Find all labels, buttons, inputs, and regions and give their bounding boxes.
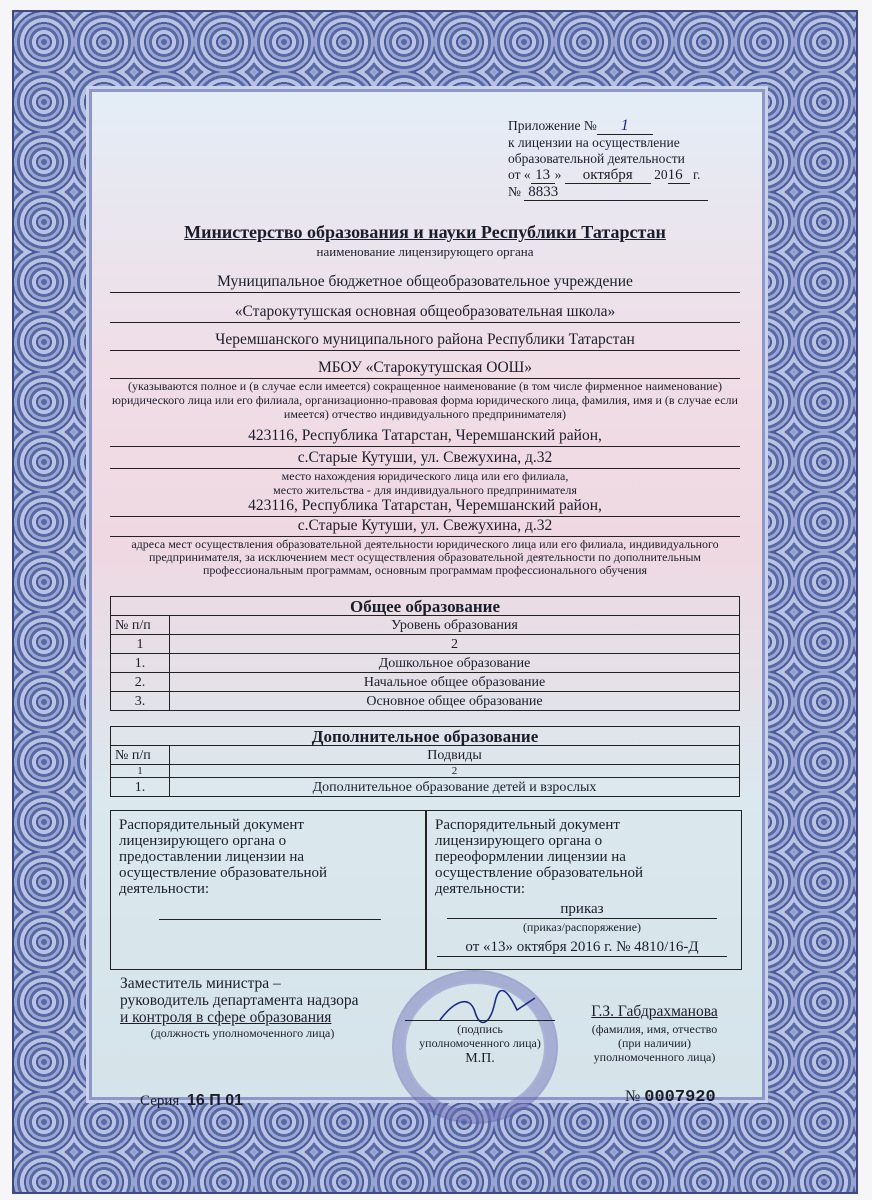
form-number-value: 0007920 <box>644 1088 716 1107</box>
general-education-table <box>110 596 740 711</box>
form-number-block <box>625 1088 716 1107</box>
additional-education-table <box>110 726 740 797</box>
series-block <box>140 1092 243 1110</box>
appendix-number: 1 <box>597 118 653 135</box>
col-number-header: № п/п <box>111 616 170 635</box>
organization-line3: Черемшанского муниципального района Республики Татарстан <box>110 330 740 351</box>
additional-education-title: Дополнительное образование <box>111 727 740 746</box>
date-day: 13 <box>531 167 555 184</box>
location-line1: 423116, Республика Татарстан, Черемшанский район, <box>110 426 740 447</box>
form-number-label: № <box>625 1088 641 1105</box>
col-index-1: 1 <box>111 635 170 654</box>
location-caption2: место жительства - для индивидуального предпринимателя <box>273 483 577 497</box>
general-education-title: Общее образование <box>111 597 740 616</box>
order-type-caption: (приказ/распоряжение) <box>522 920 642 934</box>
appendix-line2: образовательной деятельности <box>508 151 685 166</box>
position-caption: (должность уполномоченного лица) <box>150 1026 335 1040</box>
signature-caption-1: (подпись <box>457 1022 503 1036</box>
issuance-document-text: Распорядительный документ лицензирующего органа о предоставлении лицензии на осуществление образовательной деятельности: <box>119 817 327 897</box>
authority-caption: наименование лицензирующего органа <box>316 244 534 259</box>
reissuance-document-text: Распорядительный документ лицензирующего органа о переоформлении лицензии на осуществление образовательной деятельности: <box>435 817 643 897</box>
activity-address-line2: с.Старые Кутуши, ул. Свежухина, д.32 <box>110 516 740 537</box>
appendix-line1: к лицензии на осуществление <box>508 135 680 150</box>
date-year-suffix: 16 <box>668 167 690 184</box>
organization-caption: (указываются полное и (в случае если имеется) сокращенное наименование (в том числе фирменное наименование) юридического лица или его филиала, организационно-правовая форма юридического лица, фамилия, имя и (в случае если имеется) отчество индивидуального предпринимателя) <box>112 379 738 421</box>
license-num-label: № <box>508 184 521 199</box>
reissuance-document-box <box>426 810 742 970</box>
activity-address-line1: 423116, Республика Татарстан, Черемшанский район, <box>110 496 740 517</box>
date-year-prefix: 20 <box>654 167 668 182</box>
date-mid: » <box>554 167 562 182</box>
col-level-header: Уровень образования <box>170 616 740 635</box>
location-line2: с.Старые Кутуши, ул. Свежухина, д.32 <box>110 448 740 469</box>
col-index-1: 1 <box>111 765 170 778</box>
series-value: 16 П 01 <box>187 1092 244 1109</box>
order-type: приказ <box>447 901 717 919</box>
appendix-label: Приложение № <box>508 118 597 133</box>
date-month: октября <box>565 167 651 184</box>
name-caption-2: (при наличии) <box>618 1036 691 1050</box>
order-date-number: от «13» октября 2016 г. № 4810/16-Д <box>437 939 727 957</box>
seal-label: М.П. <box>465 1051 495 1066</box>
series-label: Серия <box>140 1093 180 1109</box>
official-position: Заместитель министра – руководитель департамента надзора и контроля в сфере образования <box>120 975 359 1026</box>
official-name: Г.З. Габдрахманова <box>591 1003 718 1020</box>
issuance-document-box <box>110 810 426 970</box>
issuance-document-line <box>159 919 381 920</box>
organization-line2: «Старокутушская основная общеобразовательная школа» <box>110 302 740 323</box>
table-row: 1. Дополнительное образование детей и взрослых <box>111 778 740 797</box>
date-year-unit: г. <box>692 167 701 182</box>
col-number-header: № п/п <box>111 746 170 765</box>
table-row: 3. Основное общее образование <box>111 692 740 711</box>
name-caption-1: (фамилия, имя, отчество <box>591 1022 718 1036</box>
col-index-2: 2 <box>170 765 740 778</box>
col-subtypes-header: Подвиды <box>170 746 740 765</box>
signature-caption-2: уполномоченного лица) <box>419 1036 541 1050</box>
organization-line1: Муниципальное бюджетное общеобразовательное учреждение <box>110 272 740 293</box>
table-row: 1. Дошкольное образование <box>111 654 740 673</box>
date-prefix: от « <box>508 167 531 182</box>
location-caption1: место нахождения юридического лица или его филиала, <box>281 469 569 483</box>
organization-short-name: МБОУ «Старокутушская ООШ» <box>110 358 740 379</box>
authority-name: Министерство образования и науки Республики Татарстан <box>184 222 666 242</box>
license-number: 8833 <box>524 184 708 201</box>
name-caption-3: уполномоченного лица) <box>593 1050 716 1064</box>
table-row: 2. Начальное общее образование <box>111 673 740 692</box>
appendix-header <box>508 118 738 201</box>
col-index-2: 2 <box>170 635 740 654</box>
signature-line <box>405 1020 555 1021</box>
activity-address-caption: адреса мест осуществления образовательной деятельности юридического лица или его филиала, индивидуального предпринимателя, за исключением мест осуществления образовательной деятельности по дополнительным профессиональным программам, основным программам профессионального обучения <box>131 537 719 577</box>
